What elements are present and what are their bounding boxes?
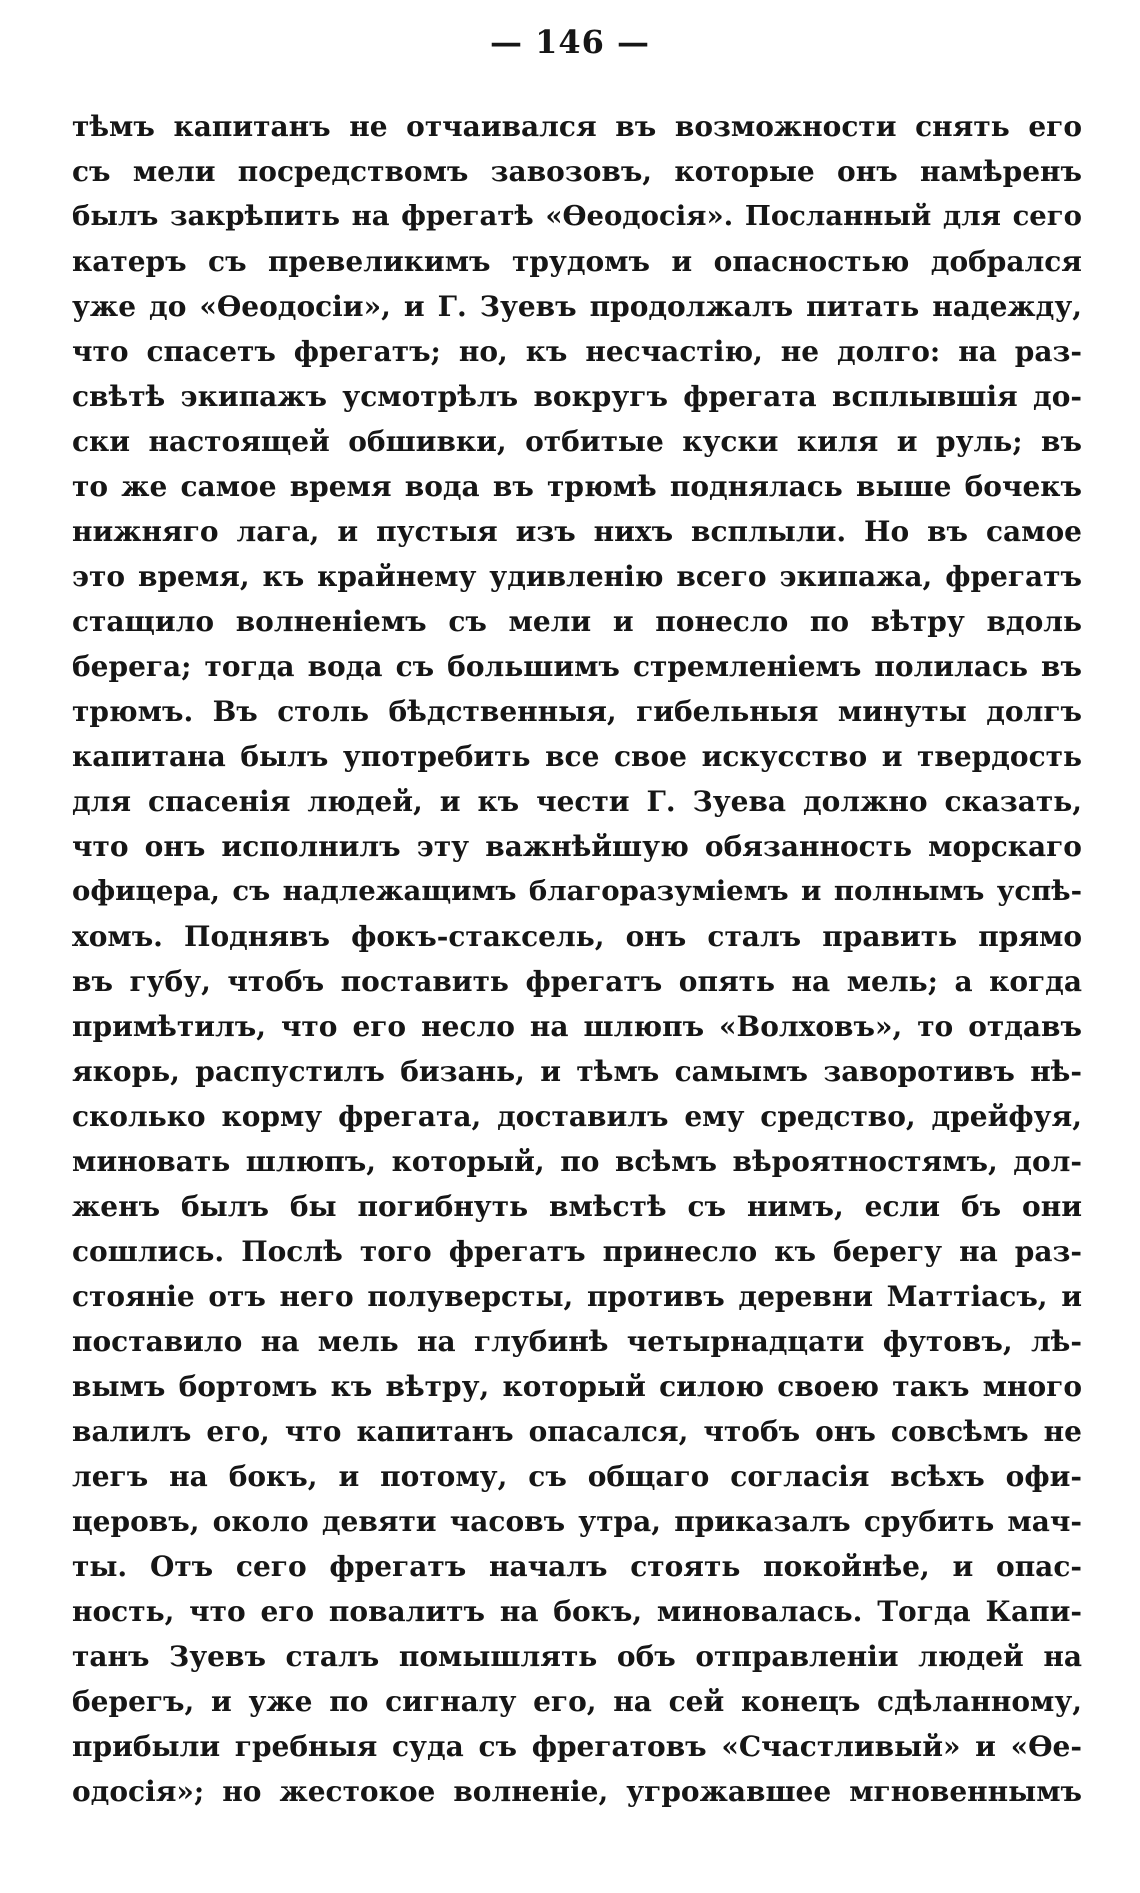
text-line: капитана былъ употребить все свое искусство и твердость — [72, 740, 1082, 773]
text-line: берегъ, и уже по сигналу его, на сей конецъ сдѣланному, — [72, 1685, 1082, 1718]
text-line: одосія»; но жестокое волненіе, угрожавшее мгновеннымъ — [72, 1775, 1082, 1808]
text-line: якорь, распустилъ бизань, и тѣмъ самымъ заворотивъ нѣ- — [72, 1055, 1082, 1088]
text-line: церовъ, около девяти часовъ утра, приказалъ срубить мач- — [72, 1505, 1082, 1538]
text-line: сколько корму фрегата, доставилъ ему средство, дрейфуя, — [72, 1100, 1082, 1133]
text-line: хомъ. Поднявъ фокъ-стаксель, онъ сталъ править прямо — [72, 920, 1082, 953]
text-line: вымъ бортомъ къ вѣтру, который силою своею такъ много — [72, 1370, 1082, 1403]
text-line: для спасенія людей, и къ чести Г. Зуева должно сказать, — [72, 785, 1082, 818]
text-line: стащило волненіемъ съ мели и понесло по вѣтру вдоль — [72, 605, 1082, 638]
text-line: ность, что его повалитъ на бокъ, миновалась. Тогда Капи- — [72, 1595, 1082, 1628]
text-line: валилъ его, что капитанъ опасался, чтобъ онъ совсѣмъ не — [72, 1415, 1082, 1448]
text-line: миновать шлюпъ, который, по всѣмъ вѣроятностямъ, дол- — [72, 1145, 1082, 1178]
page-number: — 146 — — [489, 23, 651, 61]
text-line: катеръ съ превеликимъ трудомъ и опасностью добрался — [72, 245, 1082, 278]
text-line: сошлись. Послѣ того фрегатъ принесло къ берегу на раз- — [72, 1235, 1082, 1268]
text-line: офицера, съ надлежащимъ благоразуміемъ и полнымъ успѣ- — [72, 875, 1082, 907]
text-line: это время, къ крайнему удивленію всего экипажа, фрегатъ — [72, 560, 1082, 593]
text-line: прибыли гребныя суда съ фрегатовъ «Счастливый» и «Ѳе- — [72, 1730, 1082, 1763]
text-line: поставило на мель на глубинѣ четырнадцати футовъ, лѣ- — [72, 1325, 1082, 1358]
text-line: ты. Отъ сего фрегатъ началъ стоять покойнѣе, и опас- — [72, 1550, 1082, 1583]
text-line: уже до «Ѳеодосіи», и Г. Зуевъ продолжалъ питать надежду, — [72, 290, 1082, 323]
body-text — [72, 104, 1082, 1814]
text-line: тѣмъ капитанъ не отчаивался въ возможности снять его — [72, 110, 1082, 143]
text-line: женъ былъ бы погибнуть вмѣстѣ съ нимъ, если бъ они — [72, 1190, 1082, 1223]
text-line: танъ Зуевъ сталъ помышлять объ отправленіи людей на — [72, 1640, 1082, 1673]
text-line: примѣтилъ, что его несло на шлюпъ «Волховъ», то отдавъ — [72, 1010, 1082, 1043]
text-line: стояніе отъ него полуверсты, противъ деревни Маттіасъ, и — [72, 1280, 1082, 1313]
text-line: съ мели посредствомъ завозовъ, которые онъ намѣренъ — [72, 155, 1082, 188]
text-line: въ губу, чтобъ поставить фрегатъ опять на мель; а когда — [72, 965, 1082, 998]
text-line: берега; тогда вода съ большимъ стремленіемъ полилась въ — [72, 650, 1082, 683]
text-line: легъ на бокъ, и потому, съ общаго согласія всѣхъ офи- — [72, 1460, 1082, 1493]
text-line: что онъ исполнилъ эту важнѣйшую обязанность морскаго — [72, 830, 1082, 863]
text-line: то же самое время вода въ трюмѣ поднялась выше бочекъ — [72, 470, 1082, 503]
text-line: свѣтѣ экипажъ усмотрѣлъ вокругъ фрегата всплывшія до- — [72, 380, 1082, 413]
text-line: ски настоящей обшивки, отбитые куски киля и руль; въ — [72, 425, 1082, 458]
text-line: трюмъ. Въ столь бѣдственныя, гибельныя минуты долгъ — [72, 695, 1082, 728]
text-line: нижняго лага, и пустыя изъ нихъ всплыли. Но въ самое — [72, 515, 1082, 548]
text-line: что спасетъ фрегатъ; но, къ несчастію, не долго: на раз- — [72, 335, 1082, 368]
text-line: былъ закрѣпить на фрегатѣ «Ѳеодосія». Посланный для сего — [72, 200, 1082, 232]
